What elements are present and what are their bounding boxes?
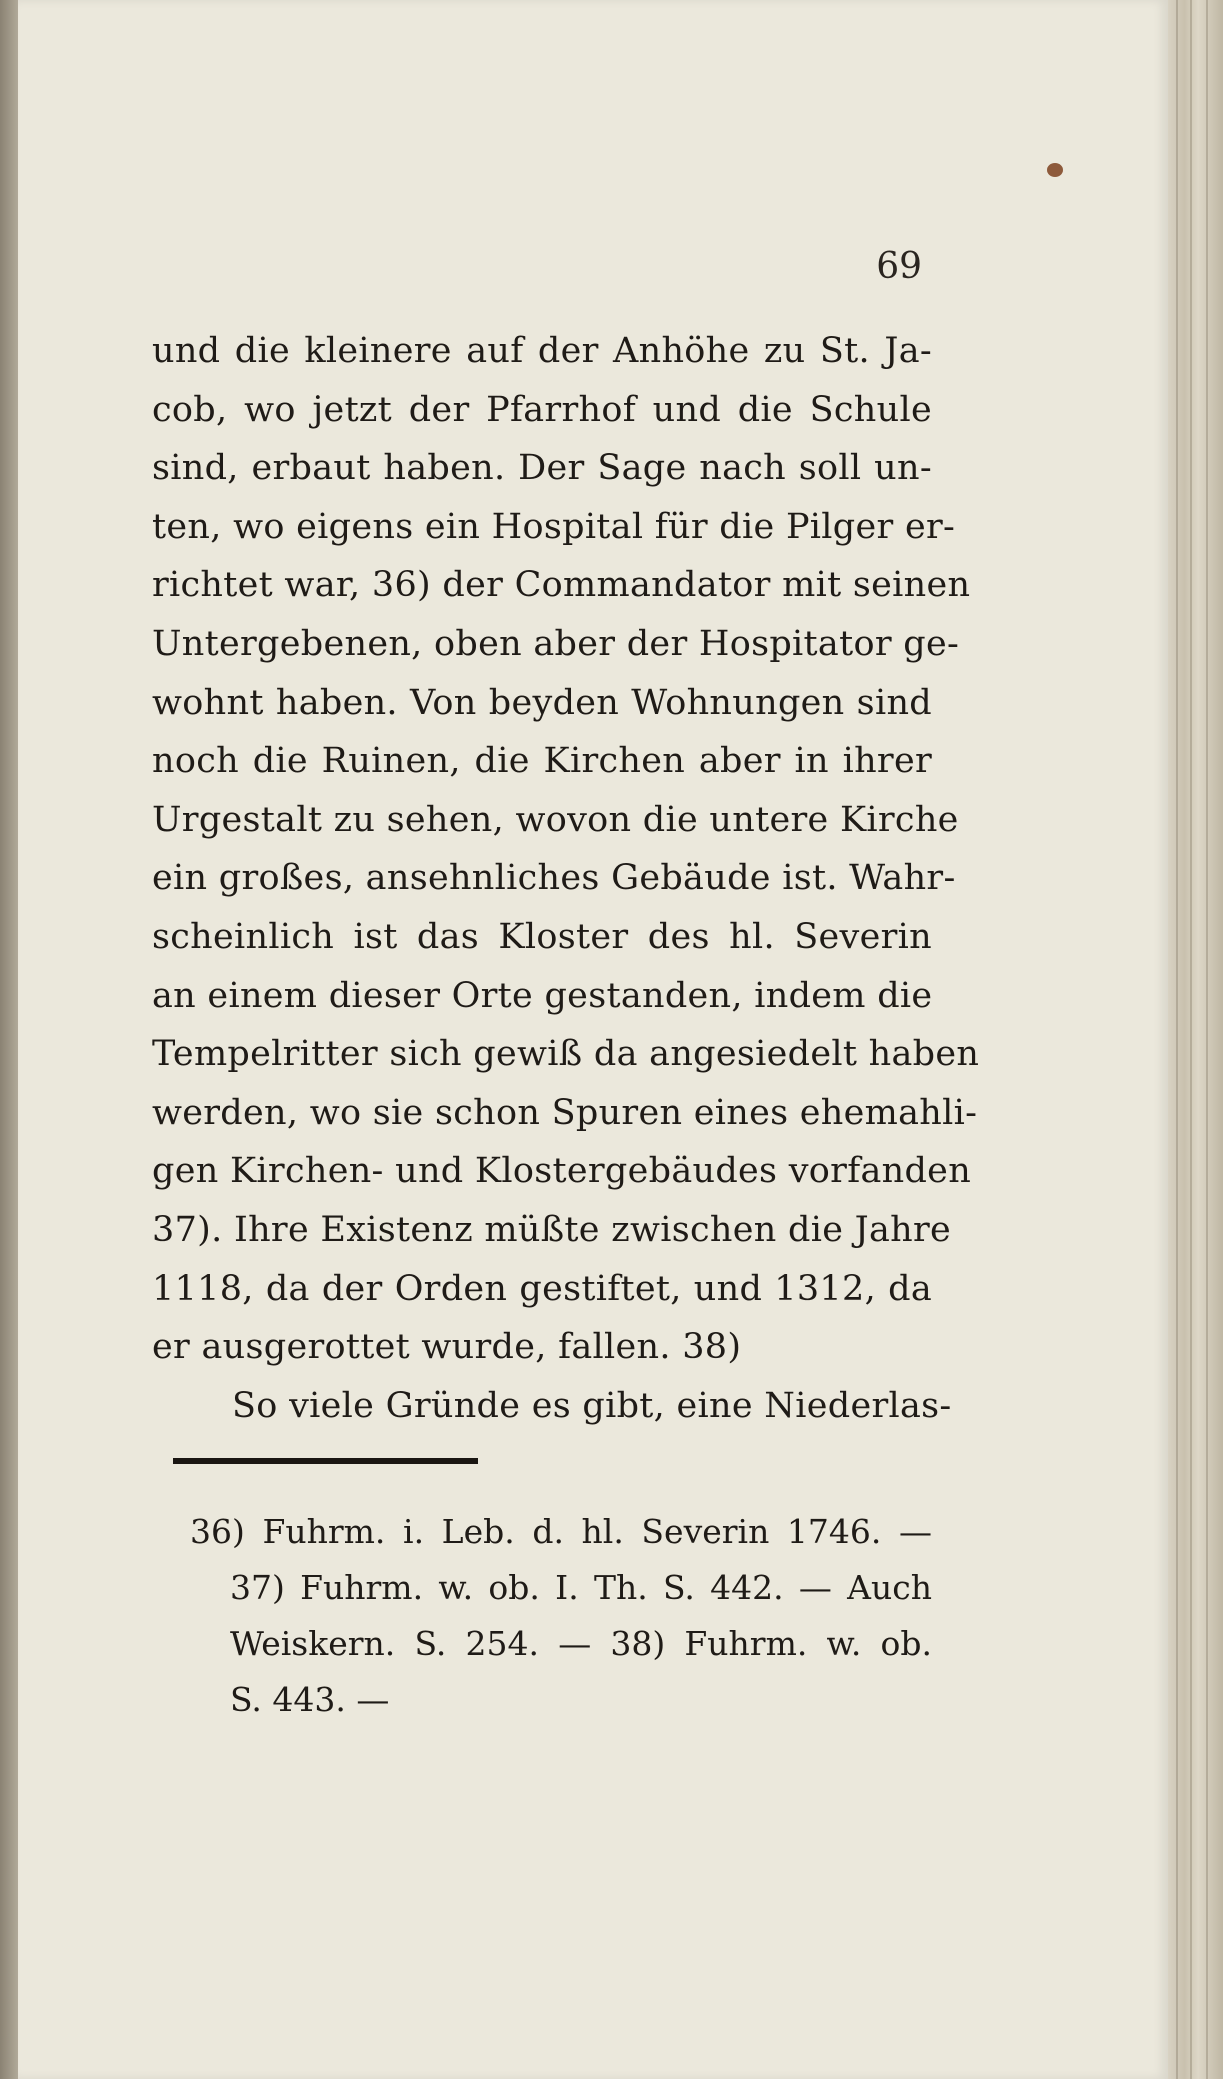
text-line: Tempelritter sich gewiß da angesiedelt haben	[152, 1034, 980, 1075]
footnote-line: Weiskern. S. 254. — 38) Fuhrm. w. ob.	[230, 1624, 932, 1663]
page-number: 69	[876, 246, 922, 287]
body-text	[152, 322, 980, 1435]
footnote-separator	[173, 1458, 478, 1464]
footnote-line: 37) Fuhrm. w. ob. I. Th. S. 442. — Auch	[230, 1568, 932, 1607]
text-line: scheinlich ist das Kloster des hl. Severin	[152, 916, 932, 957]
text-line: ten, wo eigens ein Hospital für die Pilger er-	[152, 506, 956, 547]
text-line: So viele Gründe es gibt, eine Niederlas-	[232, 1385, 952, 1426]
text-line: ein großes, ansehnliches Gebäude ist. Wahr-	[152, 858, 956, 899]
text-line: werden, wo sie schon Spuren eines ehemahli-	[152, 1092, 978, 1133]
text-line: gen Kirchen- und Klostergebäudes vorfanden	[152, 1151, 972, 1192]
text-line: an einem dieser Orte gestanden, indem die	[152, 975, 933, 1016]
text-line: Urgestalt zu sehen, wovon die untere Kirche	[152, 799, 959, 840]
footnotes	[190, 1504, 932, 1728]
text-line: Untergebenen, oben aber der Hospitator ge-	[152, 623, 960, 664]
text-line: 1118, da der Orden gestiftet, und 1312, da	[152, 1268, 932, 1309]
text-line: sind, erbaut haben. Der Sage nach soll un-	[152, 448, 932, 489]
text-line: er ausgerottet wurde, fallen. 38)	[152, 1327, 742, 1368]
text-line: noch die Ruinen, die Kirchen aber in ihrer	[152, 741, 932, 782]
paper-stain	[1047, 163, 1063, 177]
page-edges	[1168, 0, 1223, 2079]
text-line: 37). Ihre Existenz müßte zwischen die Jahre	[152, 1209, 952, 1250]
footnote-line: S. 443. —	[230, 1680, 390, 1719]
footnote-line: 36) Fuhrm. i. Leb. d. hl. Severin 1746. —	[190, 1512, 932, 1551]
text-line: cob, wo jetzt der Pfarrhof und die Schule	[152, 389, 932, 430]
text-line: und die kleinere auf der Anhöhe zu St. Ja-	[152, 331, 932, 371]
text-line: richtet war, 36) der Commandator mit seinen	[152, 565, 971, 606]
text-line: wohnt haben. Von beyden Wohnungen sind	[152, 682, 932, 723]
